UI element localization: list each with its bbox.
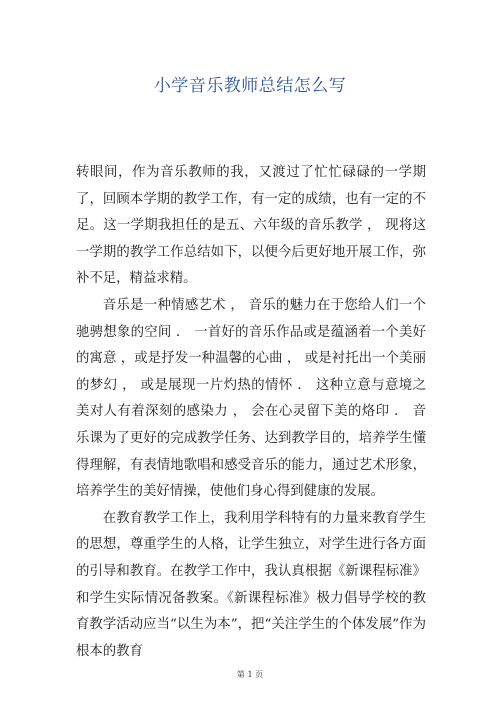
paragraph-3: 在教育教学工作上，我利用学科特有的力量来教育学生的思想，尊重学生的人格，让学生独立，对学生进行各方面的引导和教育。在教学工作中，我认真根据《新课程标准》和学生实际情况备教案。《新课程标准》极力倡导学校的教育教学活动应当“以生为本”，把“关注学生的个体发展”作为根本的教育 (76, 510, 426, 659)
document-title: 小学音乐教师总结怎么写 (153, 76, 347, 96)
document-body (76, 160, 426, 665)
page-number: 第 1 页 (236, 670, 264, 679)
paragraph-2: 音乐是一种情感艺术 ， 音乐的魅力在于您给人们一个驰骋想象的空间 ． 一首好的音乐作品或是蕴涵着一个美好的寓意 ，或是抒发一种温馨的心曲 ， 或是衬托出一个美丽的梦幻 ， 或是展现一片灼热的情怀 ． 这种立意与意境之美对人有着深刻的感染力 ， 会在心灵留下美的烙印 ． 音乐课为了更好的完成教学任务、达到教学目的，培养学生懂得理解，有表情地歌唱和感受音乐的能力，通过艺术形象，培养学生的美好情操，使他们身心得到健康的发展。 (76, 297, 426, 500)
paragraph-1: 转眼间，作为音乐教师的我，又渡过了忙忙碌碌的一学期了，回顾本学期的教学工作，有一定的成绩，也有一定的不足。这一学期我担任的是五、六年级的音乐教学 ， 现将这一学期的教学工作总结如下，以便今后更好地开展工作，弥补不足，精益求精。 (76, 165, 426, 287)
